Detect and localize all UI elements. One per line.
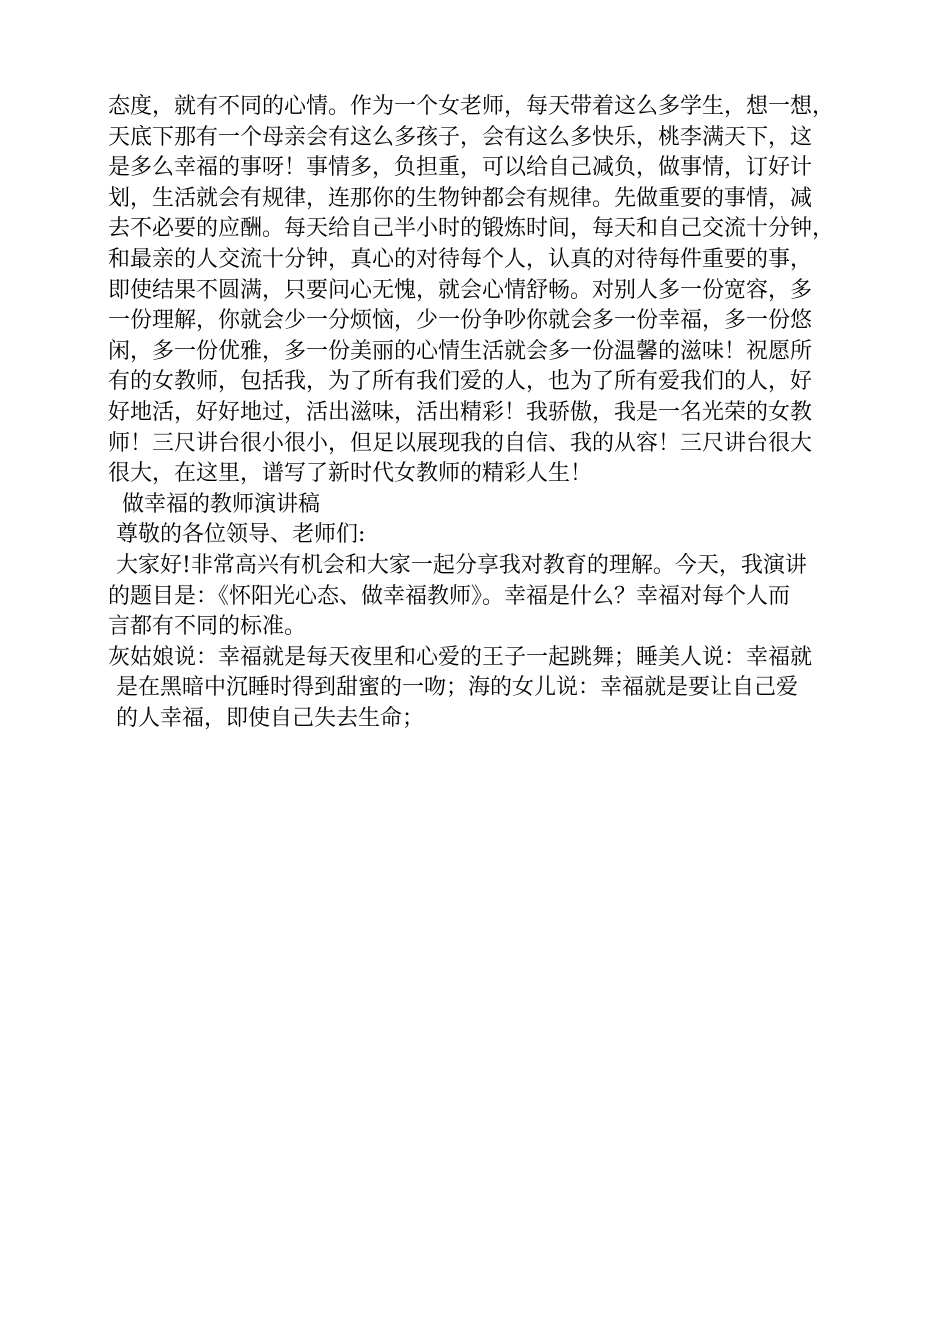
intro-line: 言都有不同的标准。 (108, 614, 307, 640)
paragraph-line: 好地活，好好地过，活出滋味，活出精彩！我骄傲，我是一名光荣的女教 (108, 399, 813, 425)
paragraph-line: 去不必要的应酬。每天给自己半小时的锻炼时间，每天和自己交流十分钟， (108, 216, 835, 242)
paragraph-line: 和最亲的人交流十分钟，真心的对待每个人，认真的对待每件重要的事， (108, 246, 813, 272)
paragraph-line: 划，生活就会有规律，连那你的生物钟都会有规律。先做重要的事情，减 (108, 185, 813, 211)
paragraph-line: 有的女教师，包括我，为了所有我们爱的人，也为了所有爱我们的人，好 (108, 369, 813, 395)
paragraph-line: 师！三尺讲台很小很小，但足以展现我的自信、我的从容！三尺讲台很大 (108, 430, 813, 456)
speech-title: 做幸福的教师演讲稿 (122, 491, 321, 517)
paragraph-line: 即使结果不圆满，只要问心无愧，就会心情舒畅。对别人多一份宽容，多 (108, 277, 813, 303)
document-body (108, 92, 868, 734)
paragraph-line: 是多么幸福的事呀！事情多，负担重，可以给自己减负，做事情，订好计 (108, 155, 813, 181)
paragraph-line: 闲，多一份优雅，多一份美丽的心情生活就会多一份温馨的滋味！祝愿所 (108, 338, 813, 364)
speech-greeting: 尊敬的各位领导、老师们: (116, 522, 366, 548)
intro-line: 大家好!非常高兴有机会和大家一起分享我对教育的理解。今天，我演讲 (116, 552, 807, 578)
intro-line: 的题目是：《怀阳光心态、做幸福教师》。幸福是什么？幸福对每个人而 (108, 583, 791, 609)
paragraph-line: 天底下那有一个母亲会有这么多孩子，会有这么多快乐，桃李满天下，这 (108, 124, 813, 150)
paragraph-line: 一份理解，你就会少一分烦恼，少一份争吵你就会多一份幸福，多一份悠 (108, 308, 813, 334)
fairy-tale-line: 灰姑娘说：幸福就是每天夜里和心爱的王子一起跳舞；睡美人说：幸福就 (108, 644, 813, 670)
fairy-tale-line: 是在黑暗中沉睡时得到甜蜜的一吻；海的女儿说：幸福就是要让自己爱 (116, 675, 799, 701)
fairy-tale-line: 的人幸福，即使自己失去生命； (116, 705, 425, 731)
paragraph-line: 很大，在这里，谱写了新时代女教师的精彩人生！ (108, 461, 593, 487)
paragraph-line: 态度，就有不同的心情。作为一个女老师，每天带着这么多学生，想一想， (108, 94, 835, 119)
